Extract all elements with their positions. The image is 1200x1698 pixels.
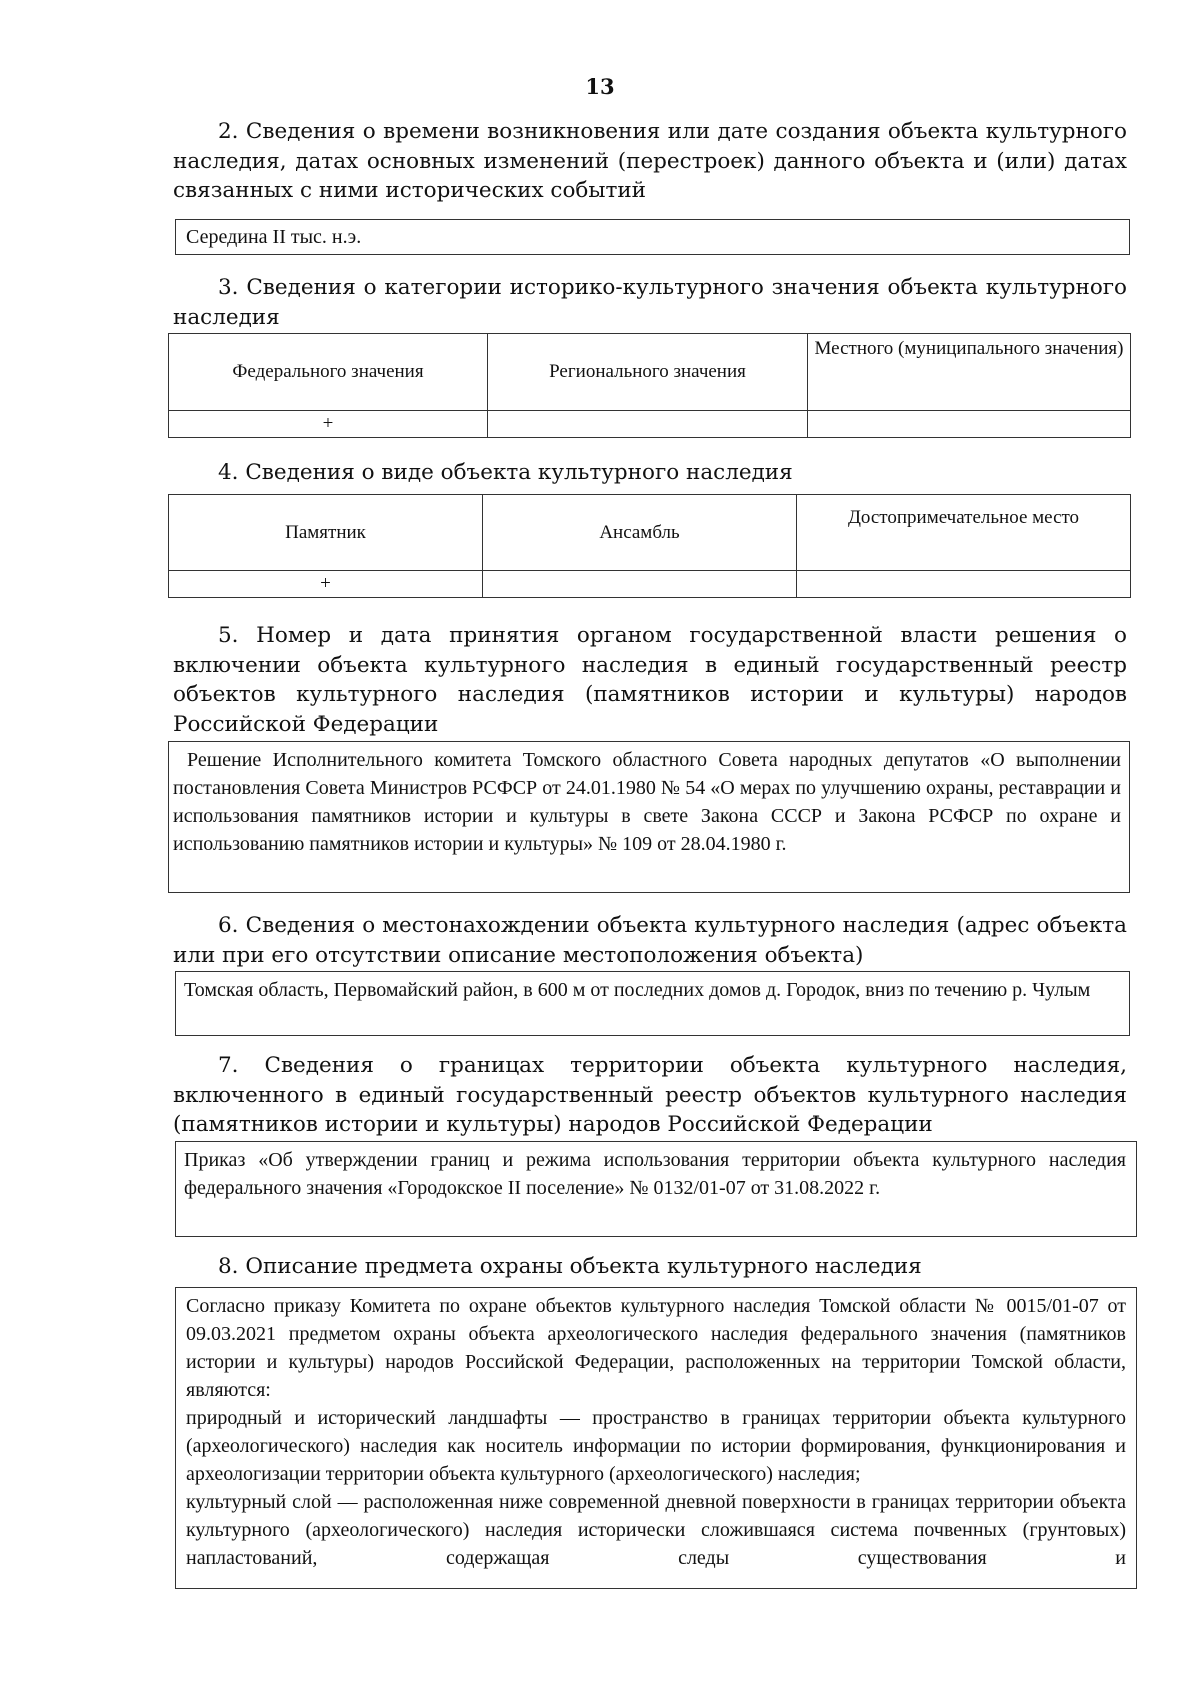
category-col-regional: Регионального значения <box>488 334 808 411</box>
type-val-landmark <box>797 571 1131 598</box>
section6-value: Томская область, Первомайский район, в 600 м от последних домов д. Городок, вниз по течению р. Чулым <box>184 979 1091 1001</box>
type-val-monument: + <box>169 571 483 598</box>
section8-value-box <box>175 1287 1137 1589</box>
section8-paragraph-3: культурный слой — расположенная ниже современной дневной поверхности в границах территории объекта культурного (археологического) наследия исторически сложившаяся система почвенных (грунтовых) напластований, содержащая следы существования и <box>186 1491 1126 1569</box>
category-val-local <box>808 411 1131 438</box>
section2-heading: 2. Сведения о времени возникновения или дате создания объекта культурного наследия, датах основных изменений (перестроек) данного объекта и (или) датах связанных с ними исторических событий <box>173 119 1127 203</box>
type-col-landmark: Достопримечательное место <box>797 495 1131 571</box>
section6-heading: 6. Сведения о местонахождении объекта культурного наследия (адрес объекта или при его отсутствии описание местоположения объекта) <box>173 913 1127 968</box>
section7-heading: 7. Сведения о границах территории объекта культурного наследия, включенного в единый государственный реестр объектов культурного наследия (памятников истории и культуры) народов Российской Федерации <box>173 1053 1127 1137</box>
type-col-ensemble: Ансамбль <box>483 495 797 571</box>
section7-value-box <box>175 1141 1137 1237</box>
category-col-federal: Федерального значения <box>169 334 488 411</box>
type-table <box>168 494 1131 598</box>
section5-value: Решение Исполнительного комитета Томского областного Совета народных депутатов «О выполнении постановления Совета Министров РСФСР от 24.01.1980 № 54 «О мерах по улучшению охраны, реставрации и использования памятников истории и культуры в свете Закона СССР и Закона РСФСР по охране и использованию памятников истории и культуры» № 109 от 28.04.1980 г. <box>173 749 1121 855</box>
section8-paragraph-2: природный и исторический ландшафты — пространство в границах территории объекта культурного (археологического) наследия как носитель информации по истории формирования, функционирования и археологизации территории объекта культурного (археологического) наследия; <box>186 1407 1126 1485</box>
section8-heading: 8. Описание предмета охраны объекта культурного наследия <box>218 1254 922 1279</box>
category-col-local: Местного (муниципального значения) <box>808 334 1131 411</box>
section7-value: Приказ «Об утверждении границ и режима использования территории объекта культурного наследия федерального значения «Городокское II поселение» № 0132/01-07 от 31.08.2022 г. <box>184 1149 1126 1199</box>
section5-value-box <box>168 741 1130 893</box>
section6-value-box <box>175 971 1130 1036</box>
category-table <box>168 333 1131 438</box>
type-val-ensemble <box>483 571 797 598</box>
section4-heading: 4. Сведения о виде объекта культурного наследия <box>218 460 793 485</box>
category-val-regional <box>488 411 808 438</box>
page-number: 13 <box>585 74 615 99</box>
category-val-federal: + <box>169 411 488 438</box>
section8-paragraph-1: Согласно приказу Комитета по охране объектов культурного наследия Томской области № 0015/01-07 от 09.03.2021 предметом охраны объекта археологического наследия федерального значения (памятников истории и культуры) народов Российской Федерации, расположенных на территории Томской области, являются: <box>186 1295 1126 1401</box>
section2-value: Середина II тыс. н.э. <box>186 226 362 248</box>
section3-heading: 3. Сведения о категории историко-культурного значения объекта культурного наследия <box>173 275 1127 330</box>
type-col-monument: Памятник <box>169 495 483 571</box>
section2-value-box <box>175 219 1130 255</box>
section5-heading: 5. Номер и дата принятия органом государственной власти решения о включении объекта культурного наследия в единый государственный реестр объектов культурного наследия (памятников истории и культуры) народов Российской Федерации <box>173 623 1127 737</box>
